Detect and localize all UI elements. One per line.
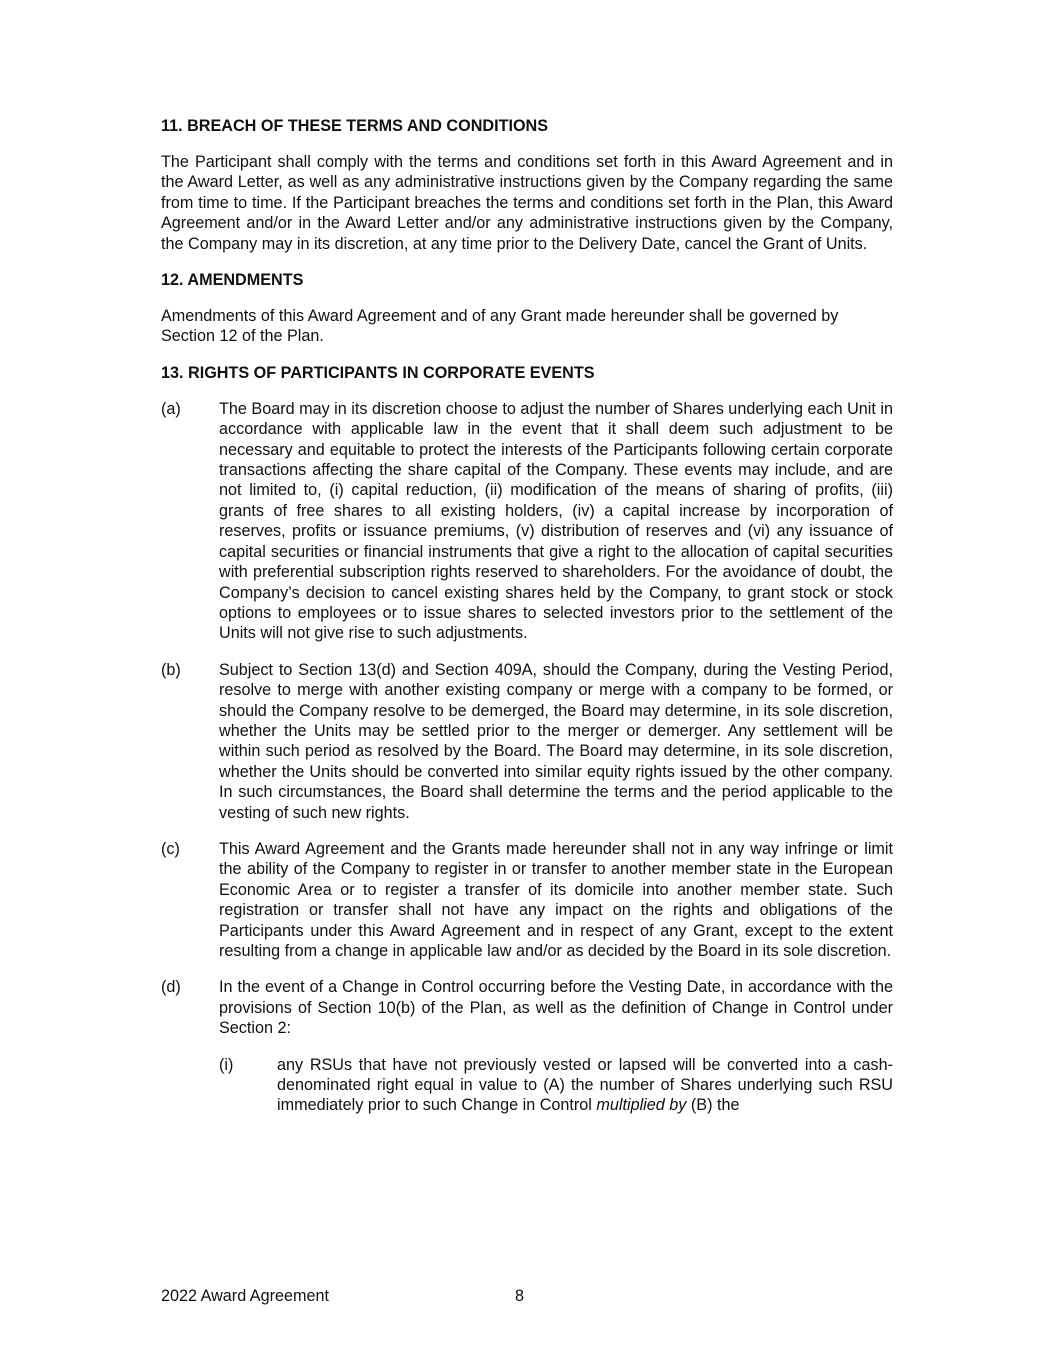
- footer-document-title: 2022 Award Agreement: [161, 1287, 329, 1305]
- section-13-item-c: [161, 839, 893, 961]
- item-marker: (a): [161, 399, 181, 418]
- item-marker: (b): [161, 660, 181, 679]
- page-footer: [161, 1286, 893, 1308]
- item-marker: (c): [161, 839, 180, 858]
- footer-page-number: 8: [515, 1287, 525, 1305]
- item-text: In the event of a Change in Control occurring before the Vesting Date, in accordance with the provisions of Section 10(b) of the Plan, as well as the definition of Change in Control under Section 2:: [219, 978, 893, 1038]
- section-13-item-b: [161, 660, 893, 823]
- section-13-item-d: [161, 977, 893, 1038]
- item-text: Subject to Section 13(d) and Section 409A, should the Company, during the Vesting Period, resolve to merge with another existing company or merge with a company to be formed, or should the Company resolve to be demerged, the Board may determine, in its sole discretion, whether the Units may be settled prior to the merger or demerger. Any settlement will be within such period as resolved by the Board. The Board may determine, in its sole discretion, whether the Units should be converted into similar equity rights issued by the other company. In such circumstances, the Board shall determine the terms and the period applicable to the vesting of such new rights.: [219, 660, 893, 822]
- subitem-marker: (i): [219, 1055, 234, 1074]
- item-text: This Award Agreement and the Grants made hereunder shall not in any way infringe or limit the ability of the Company to register in or transfer to another member state in the European Economic Area or to register a transfer of its domicile into another member state. Such registration or transfer shall not have any impact on the rights and obligations of the Participants under this Award Agreement and in respect of any Grant, except to the extent resulting from a change in applicable law and/or as decided by the Board in its sole discretion.: [219, 839, 893, 960]
- section-12-heading: 12. AMENDMENTS: [161, 271, 304, 290]
- item-marker: (d): [161, 978, 181, 997]
- section-13-heading: 13. RIGHTS OF PARTICIPANTS IN CORPORATE EVENTS: [161, 363, 595, 382]
- document-page: [161, 116, 893, 1116]
- section-13-item-a: [161, 399, 893, 644]
- section-13-item-d-subitem-i: [161, 1055, 893, 1116]
- section-11-heading: 11. BREACH OF THESE TERMS AND CONDITIONS: [161, 117, 549, 135]
- subitem-text-italic: multiplied by: [596, 1096, 687, 1115]
- subitem-text-start: any RSUs that have not previously vested or lapsed will be converted into a cash-denominated right equal in value to (A) the number of Shares underlying such RSU immediately prior to such Change in Control: [277, 1055, 893, 1115]
- item-text: The Board may in its discretion choose to adjust the number of Shares underlying each Unit in accordance with applicable law in the event that it shall deem such adjustment to be necessary and equitable to protect the interests of the Participants following certain corporate transactions affecting the share capital of the Company. These events may include, and are not limited to, (i) capital reduction, (ii) modification of the means of sharing of profits, (iii) grants of free shares to all existing holders, (iv) a capital increase by incorporation of reserves, profits or issuance premiums, (v) distribution of reserves and (vi) any issuance of capital securities or financial instruments that give a right to the allocation of capital securities with preferential subscription rights reserved to shareholders. For the avoidance of doubt, the Company’s decision to cancel existing shares held by the Company, to grant stock or stock options to employees or to issue shares to selected investors prior to the settlement of the Units will not give rise to such adjustments.: [219, 399, 893, 643]
- section-12-body: Amendments of this Award Agreement and of any Grant made hereunder shall be governed by Section 12 of the Plan.: [161, 307, 839, 346]
- subitem-text-end: (B) the: [686, 1096, 740, 1115]
- section-11-body: The Participant shall comply with the terms and conditions set forth in this Award Agreement and in the Award Letter, as well as any administrative instructions given by the Company regarding the same from time to time. If the Participant breaches the terms and conditions set forth in the Plan, this Award Agreement and/or in the Award Letter and/or any administrative instructions given by the Company, the Company may in its discretion, at any time prior to the Delivery Date, cancel the Grant of Units.: [161, 153, 893, 253]
